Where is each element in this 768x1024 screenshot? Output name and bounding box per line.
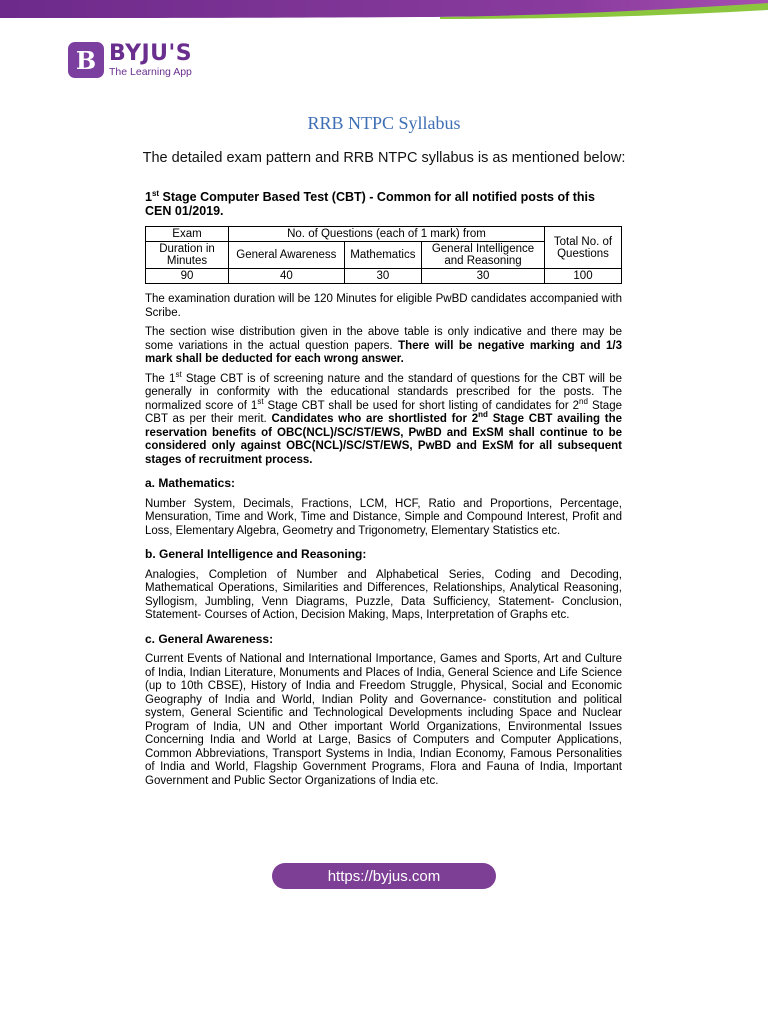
logo-mark-icon bbox=[68, 42, 104, 78]
screening-sup1: st bbox=[175, 369, 182, 379]
cbt-heading bbox=[145, 190, 622, 218]
logo-tagline: The Learning App bbox=[109, 65, 192, 78]
negative-marking-plain: The section wise distribution given in the above table is only indicative and there may be some variations in the actual question papers. bbox=[145, 326, 622, 352]
logo-name: BYJU'S bbox=[109, 40, 193, 66]
section-body-mathematics: Number System, Decimals, Fractions, LCM, HCF, Ratio and Proportions, Percentage, Mensuration, Time and Work, Time and Distance, Simple and Compound Interest, Profit and Loss, Elementary Algebra, Geometry and Trigonometry, Elementary Statistics etc. bbox=[145, 497, 622, 537]
th-reasoning: General Intelligence and Reasoning bbox=[422, 242, 545, 269]
cbt-heading-num: 1 bbox=[145, 190, 152, 204]
td-general-awareness: 40 bbox=[229, 269, 345, 284]
scribe-note: The examination duration will be 120 Minutes for eligible PwBD candidates accompanied with Scribe. bbox=[145, 293, 622, 319]
screening-bold-sup: nd bbox=[478, 410, 488, 420]
intro-text: The detailed exam pattern and RRB NTPC syllabus is as mentioned below: bbox=[142, 150, 626, 166]
screening-note bbox=[145, 369, 623, 468]
th-questions-group: No. of Questions (each of 1 mark) from bbox=[229, 227, 545, 242]
screening-d: Stage CBT as per their merit. bbox=[145, 399, 622, 425]
cbt-heading-text: Stage Computer Based Test (CBT) - Common for all notified posts of this CEN 01/2019. bbox=[145, 190, 595, 218]
td-reasoning: 30 bbox=[422, 269, 545, 284]
th-mathematics: Mathematics bbox=[344, 242, 421, 269]
screening-sup2: st bbox=[257, 396, 264, 406]
td-mathematics: 30 bbox=[344, 269, 421, 284]
section-body-general-awareness: Current Events of National and International Importance, Games and Sports, Art and Culture of India, Indian Literature, Monuments and Places of India, General Science and Life Science (up to 10th CBSE), History of India and Freedom Struggle, Physical, Social and Economic Geography of India and World, Indian Polity and Governance- constitution and political system, General Scientific and Technological Developments including Space and Nuclear Program of India, UN and Other important World Organizations, Environmental Issues Concerning India and World at Large, Basics of Computers and Computer Applications, Common Abbreviations, Transport Systems in India, Indian Economy, Famous Personalities of India and World, Flagship Government Programs, Flora and Fauna of India, Important Government and Public Sector Organizations of India etc. bbox=[145, 653, 622, 787]
th-total: Total No. of Questions bbox=[545, 227, 622, 269]
section-body-reasoning: Analogies, Completion of Number and Alphabetical Series, Coding and Decoding, Mathematical Operations, Similarities and Differences, Relationships, Analytical Reasoning, Syllogism, Jumbling, Venn Diagrams, Puzzle, Data Sufficiency, Statement- Conclusion, Statement- Courses of Action, Decision Making, Maps, Interpretation of Graphs etc. bbox=[145, 568, 622, 621]
syllabus-content bbox=[145, 190, 622, 794]
screening-bold-a: Candidates who are shortlisted for 2 bbox=[271, 413, 479, 425]
screening-a: The 1 bbox=[145, 372, 176, 385]
logo-text bbox=[109, 40, 193, 78]
section-heading-general-awareness: c. General Awareness: bbox=[145, 631, 274, 646]
top-decorative-band bbox=[0, 0, 768, 22]
td-total: 100 bbox=[545, 269, 622, 284]
footer-url-link[interactable]: https://byjus.com bbox=[272, 863, 496, 889]
exam-pattern-table bbox=[145, 226, 622, 284]
table-row bbox=[146, 269, 622, 284]
byjus-logo[interactable] bbox=[68, 42, 192, 78]
table-header-row bbox=[146, 227, 622, 242]
screening-b: Stage CBT is of screening nature and the standard of questions for the CBT will be generally in conformity with the educational standards prescribed for the posts. The normalized score of 1 bbox=[145, 372, 622, 412]
section-heading-reasoning: b. General Intelligence and Reasoning: bbox=[145, 547, 367, 561]
section-heading-mathematics: a. Mathematics: bbox=[145, 476, 236, 490]
screening-bold-b: Stage CBT availing the reservation benefits of OBC(NCL)/SC/ST/EWS, PwBD and ExSM shall continue to be considered only against OBC(NCL)/SC/ST/EWS, PwBD and ExSM for all subsequent stages of recruitment process. bbox=[145, 413, 623, 466]
screening-sup3: nd bbox=[579, 396, 588, 406]
th-duration: Duration in Minutes bbox=[146, 242, 229, 269]
band-graphic bbox=[0, 0, 768, 22]
negative-marking-note bbox=[145, 326, 622, 367]
negative-marking-bold: There will be negative marking and 1/3 mark shall be deducted for each wrong answer. bbox=[145, 339, 623, 365]
screening-c: Stage CBT shall be used for short listing of candidates for 2 bbox=[263, 399, 580, 412]
page-title: RRB NTPC Syllabus bbox=[307, 113, 461, 133]
th-general-awareness: General Awareness bbox=[229, 242, 345, 269]
cbt-heading-sup: st bbox=[151, 188, 160, 198]
td-duration: 90 bbox=[146, 269, 229, 284]
logo-letter: B bbox=[75, 45, 97, 75]
th-exam: Exam bbox=[146, 227, 229, 242]
